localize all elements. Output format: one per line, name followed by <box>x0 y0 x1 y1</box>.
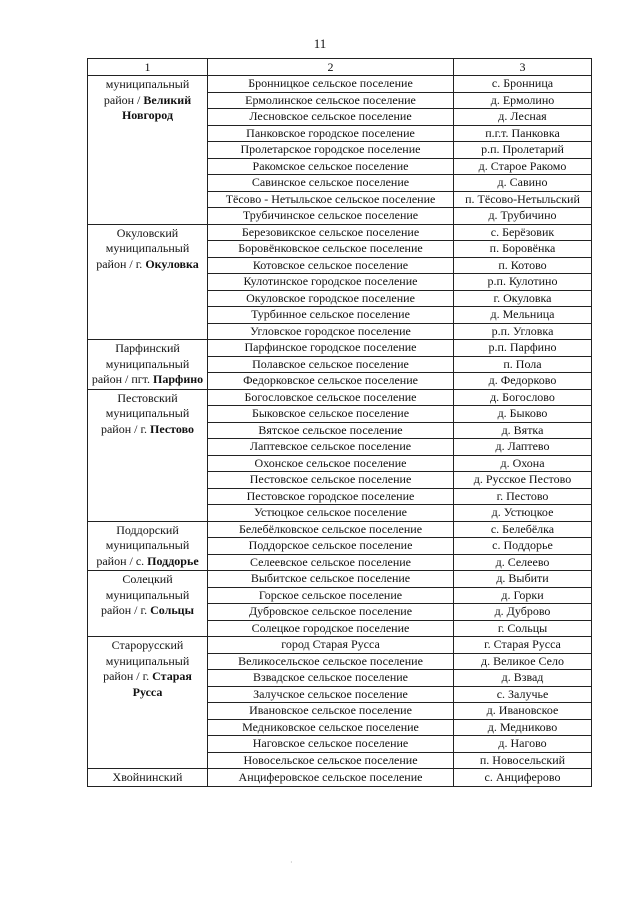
district-cell <box>88 571 208 637</box>
admin-center-cell: д. Нагово <box>454 736 592 753</box>
district-name: Пестовский муниципальный район / г. <box>100 390 190 436</box>
district-center: Старая Русса <box>132 669 192 699</box>
district-name: Поддорский муниципальный район / с. <box>96 522 190 568</box>
admin-center-cell: р.п. Парфино <box>454 340 592 357</box>
admin-center-cell: п. Тёсово-Нетыльский <box>454 191 592 208</box>
district-cell <box>88 769 208 787</box>
admin-center-cell: д. Взвад <box>454 670 592 687</box>
settlement-cell: город Старая Русса <box>208 637 454 654</box>
district-name: Хвойнинский <box>112 770 183 784</box>
settlement-cell: Угловское городское поселение <box>208 323 454 340</box>
district-name: муниципальный район / <box>103 77 190 107</box>
scan-speck: · <box>290 858 293 867</box>
admin-center-cell: с. Поддорье <box>454 538 592 555</box>
column-header-2: 2 <box>208 59 454 76</box>
table-row <box>88 637 592 654</box>
district-cell <box>88 637 208 769</box>
admin-center-cell: д. Горки <box>454 587 592 604</box>
settlement-cell: Трубичинское сельское поселение <box>208 208 454 225</box>
page-number: 11 <box>313 36 327 51</box>
district-cell <box>88 521 208 571</box>
admin-center-cell: г. Сольцы <box>454 620 592 637</box>
admin-center-cell: г. Старая Русса <box>454 637 592 654</box>
admin-center-cell: д. Охона <box>454 455 592 472</box>
settlement-cell: Залучское сельское поселение <box>208 686 454 703</box>
settlement-cell: Кулотинское городское поселение <box>208 274 454 291</box>
admin-center-cell: д. Выбити <box>454 571 592 588</box>
admin-center-cell: д. Устюцкое <box>454 505 592 522</box>
table-row <box>88 389 592 406</box>
settlement-cell: Взвадское сельское поселение <box>208 670 454 687</box>
admin-center-cell: д. Быково <box>454 406 592 423</box>
admin-center-cell: д. Великое Село <box>454 653 592 670</box>
settlement-cell: Селеевское сельское поселение <box>208 554 454 571</box>
settlement-cell: Турбинное сельское поселение <box>208 307 454 324</box>
settlement-cell: Окуловское городское поселение <box>208 290 454 307</box>
district-center: Парфино <box>153 372 204 386</box>
admin-center-cell: д. Медниково <box>454 719 592 736</box>
admin-center-cell: д. Савино <box>454 175 592 192</box>
district-center: Окуловка <box>145 256 199 271</box>
admin-center-cell: д. Дуброво <box>454 604 592 621</box>
settlement-cell: Федорковское сельское поселение <box>208 373 454 390</box>
column-header-1: 1 <box>88 59 208 76</box>
column-header-3: 3 <box>454 59 592 76</box>
settlement-cell: Выбитское сельское поселение <box>208 571 454 588</box>
admin-center-cell: п. Боровёнка <box>454 241 592 258</box>
settlements-table <box>87 58 592 787</box>
admin-center-cell: д. Старое Ракомо <box>454 158 592 175</box>
district-center: Поддорье <box>147 553 199 568</box>
admin-center-cell: с. Белебёлка <box>454 521 592 538</box>
admin-center-cell: д. Русское Пестово <box>454 472 592 489</box>
settlement-cell: Панковское городское поселение <box>208 125 454 142</box>
admin-center-cell: д. Богослово <box>454 389 592 406</box>
admin-center-cell: д. Лаптево <box>454 439 592 456</box>
table-row <box>88 521 592 538</box>
settlement-cell: Лесновское сельское поселение <box>208 109 454 126</box>
admin-center-cell: д. Селеево <box>454 554 592 571</box>
settlement-cell: Ракомское сельское поселение <box>208 158 454 175</box>
settlement-cell: Пестовское городское поселение <box>208 488 454 505</box>
settlement-cell: Охонское сельское поселение <box>208 455 454 472</box>
settlement-cell: Дубровское сельское поселение <box>208 604 454 621</box>
district-cell <box>88 224 208 340</box>
admin-center-cell: г. Окуловка <box>454 290 592 307</box>
admin-center-cell: п. Новосельский <box>454 752 592 769</box>
admin-center-cell: д. Ермолино <box>454 92 592 109</box>
table-row <box>88 340 592 357</box>
settlement-cell: Горское сельское поселение <box>208 587 454 604</box>
settlement-cell: Котовское сельское поселение <box>208 257 454 274</box>
settlement-cell: Тёсово - Нетыльское сельское поселение <box>208 191 454 208</box>
table-row <box>88 571 592 588</box>
settlement-cell: Боровёнковское сельское поселение <box>208 241 454 258</box>
settlement-cell: Анциферовское сельское поселение <box>208 769 454 787</box>
admin-center-cell: с. Залучье <box>454 686 592 703</box>
settlement-cell: Парфинское городское поселение <box>208 340 454 357</box>
settlement-cell: Новосельское сельское поселение <box>208 752 454 769</box>
settlement-cell: Лаптевское сельское поселение <box>208 439 454 456</box>
settlement-cell: Вятское сельское поселение <box>208 422 454 439</box>
district-name: Старорусский муниципальный район / г. <box>103 638 190 683</box>
settlement-cell: Бронницкое сельское поселение <box>208 76 454 93</box>
admin-center-cell: п. Пола <box>454 356 592 373</box>
admin-center-cell: с. Берёзовик <box>454 224 592 241</box>
admin-center-cell: р.п. Пролетарий <box>454 142 592 159</box>
settlement-cell: Полавское сельское поселение <box>208 356 454 373</box>
settlement-cell: Солецкое городское поселение <box>208 620 454 637</box>
admin-center-cell: д. Ивановское <box>454 703 592 720</box>
district-name: Парфинский муниципальный район / пгт. <box>91 341 190 386</box>
table-row <box>88 224 592 241</box>
settlement-cell: Великосельское сельское поселение <box>208 653 454 670</box>
district-name: Солецкий муниципальный район / г. <box>101 572 190 617</box>
district-cell <box>88 76 208 225</box>
admin-center-cell: д. Федорково <box>454 373 592 390</box>
admin-center-cell: д. Трубичино <box>454 208 592 225</box>
admin-center-cell: д. Мельница <box>454 307 592 324</box>
settlement-cell: Устюцкое сельское поселение <box>208 505 454 522</box>
settlement-cell: Березовикское сельское поселение <box>208 224 454 241</box>
table-body <box>88 76 592 787</box>
settlement-cell: Поддорское сельское поселение <box>208 538 454 555</box>
district-cell <box>88 389 208 521</box>
settlement-cell: Ермолинское сельское поселение <box>208 92 454 109</box>
admin-center-cell: д. Лесная <box>454 109 592 126</box>
district-name: Окуловский муниципальный район / г. <box>96 225 190 271</box>
settlement-cell: Наговское сельское поселение <box>208 736 454 753</box>
admin-center-cell: с. Бронница <box>454 76 592 93</box>
settlement-cell: Быковское сельское поселение <box>208 406 454 423</box>
settlement-cell: Богословское сельское поселение <box>208 389 454 406</box>
table-row <box>88 76 592 93</box>
table-row <box>88 769 592 787</box>
settlement-cell: Пестовское сельское поселение <box>208 472 454 489</box>
admin-center-cell: п.г.т. Панковка <box>454 125 592 142</box>
settlement-cell: Медниковское сельское поселение <box>208 719 454 736</box>
district-center: Сольцы <box>150 603 194 617</box>
settlement-cell: Белебёлковское сельское поселение <box>208 521 454 538</box>
admin-center-cell: р.п. Угловка <box>454 323 592 340</box>
table-header-row <box>88 59 592 76</box>
admin-center-cell: с. Анциферово <box>454 769 592 787</box>
admin-center-cell: п. Котово <box>454 257 592 274</box>
district-cell <box>88 340 208 390</box>
settlement-cell: Савинское сельское поселение <box>208 175 454 192</box>
settlement-cell: Ивановское сельское поселение <box>208 703 454 720</box>
admin-center-cell: д. Вятка <box>454 422 592 439</box>
settlement-cell: Пролетарское городское поселение <box>208 142 454 159</box>
district-center: Великий Новгород <box>121 92 192 122</box>
admin-center-cell: р.п. Кулотино <box>454 274 592 291</box>
district-center: Пестово <box>150 421 195 436</box>
admin-center-cell: г. Пестово <box>454 488 592 505</box>
